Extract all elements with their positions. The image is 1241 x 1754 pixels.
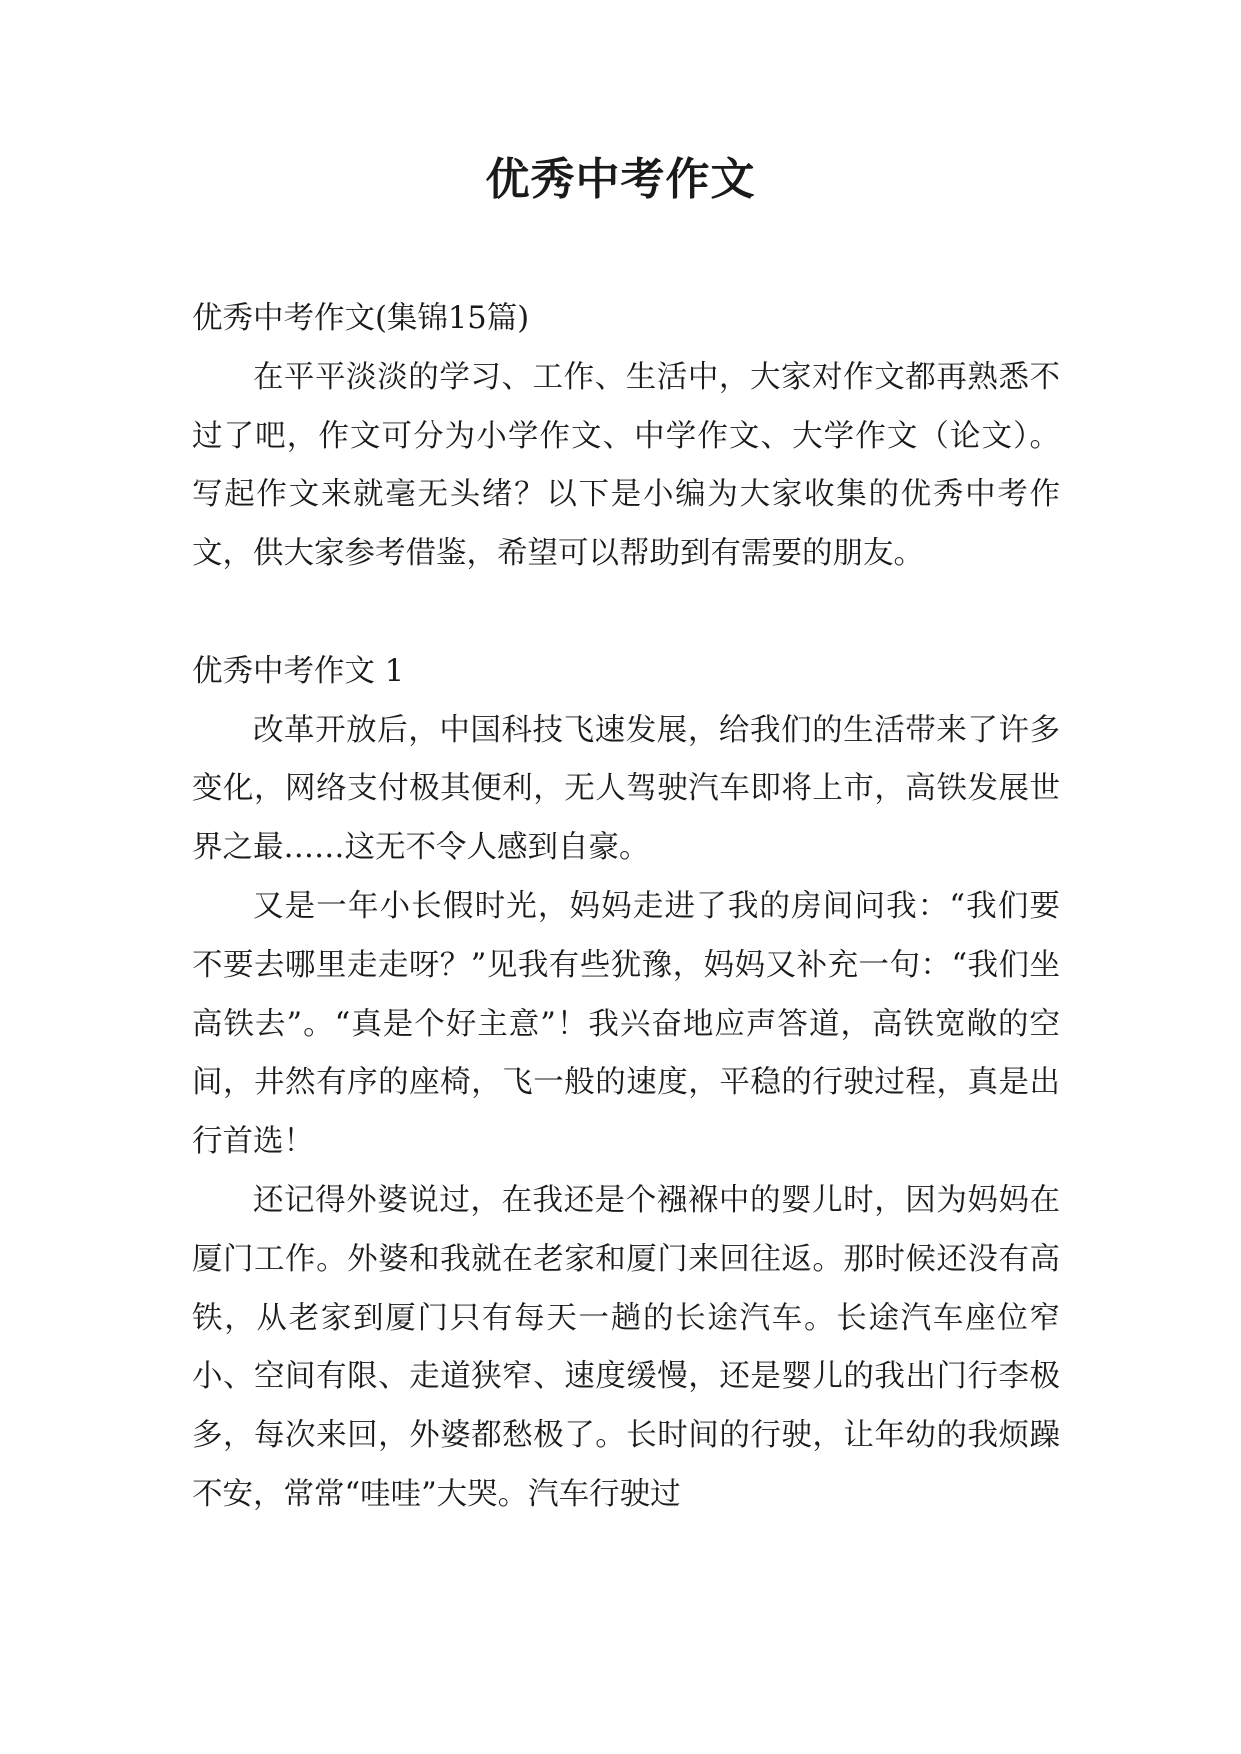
document-subtitle: 优秀中考作文(集锦15篇)	[192, 301, 530, 336]
section-heading: 优秀中考作文 1	[192, 653, 405, 689]
body-paragraph: 又是一年小长假时光，妈妈走进了我的房间问我：“我们要不要去哪里走走呀？”见我有些犹豫，妈妈又补充一句：“我们坐高铁去”。“真是个好主意”！我兴奋地应声答道，高铁宽敞的空间，井然有序的座椅，飞一般的速度，平稳的行驶过程，真是出行首选！	[192, 888, 1060, 1160]
document-body	[192, 290, 1060, 1525]
section-spacer	[192, 584, 1060, 643]
document-title: 优秀中考作文	[485, 154, 756, 205]
body-paragraph: 还记得外婆说过，在我还是个襁褓中的婴儿时，因为妈妈在厦门工作。外婆和我就在老家和厦门来回往返。那时候还没有高铁，从老家到厦门只有每天一趟的长途汽车。长途汽车座位窄小、空间有限、走道狭窄、速度缓慢，还是婴儿的我出门行李极多，每次来回，外婆都愁极了。长时间的行驶，让年幼的我烦躁不安，常常“哇哇”大哭。汽车行驶过	[192, 1182, 1060, 1512]
body-paragraph: 改革开放后，中国科技飞速发展，给我们的生活带来了许多变化，网络支付极其便利，无人驾驶汽车即将上市，高铁发展世界之最……这无不令人感到自豪。	[192, 712, 1060, 866]
intro-paragraph: 在平平淡淡的学习、工作、生活中，大家对作文都再熟悉不过了吧，作文可分为小学作文、中学作文、大学作文（论文）。写起作文来就毫无头绪？以下是小编为大家收集的优秀中考作文，供大家参考借鉴，希望可以帮助到有需要的朋友。	[192, 359, 1060, 572]
